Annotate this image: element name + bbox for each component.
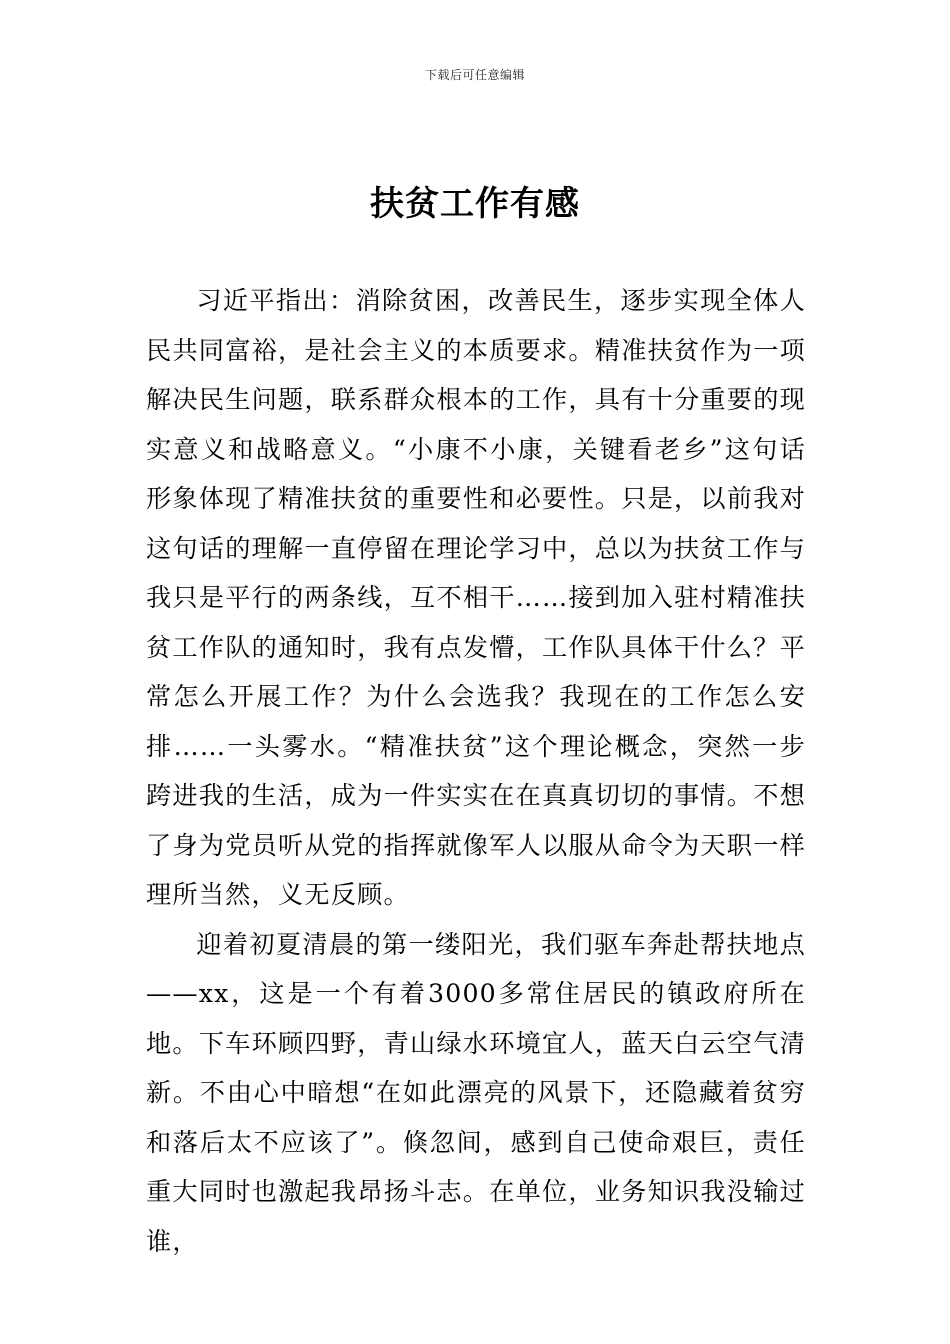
paragraph: 迎着初夏清晨的第一缕阳光，我们驱车奔赴帮扶地点——xx，这是一个有着3000多常住居民的镇政府所在地。下车环顾四野，青山绿水环境宜人，蓝天白云空气清新。不由心中暗想“在如此漂亮的风景下，还隐藏着贫穷和落后太不应该了”。倏忽间，感到自己使命艰巨，责任重大同时也激起我昂扬斗志。在单位，业务知识我没输过谁，: [146, 929, 806, 1256]
paragraph: 习近平指出：消除贫困，改善民生，逐步实现全体人民共同富裕，是社会主义的本质要求。精准扶贫作为一项解决民生问题，联系群众根本的工作，具有十分重要的现实意义和战略意义。“小康不小康，关键看老乡”这句话形象体现了精准扶贫的重要性和必要性。只是，以前我对这句话的理解一直停留在理论学习中，总以为扶贫工作与我只是平行的两条线，互不相干……接到加入驻村精准扶贫工作队的通知时，我有点发懵，工作队具体干什么？平常怎么开展工作？为什么会选我？我现在的工作怎么安排……一头雾水。“精准扶贫”这个理论概念，突然一步跨进我的生活，成为一件实实在在真真切切的事情。不想了身为党员听从党的指挥就像军人以服从命令为天职一样理所当然，义无反顾。: [146, 286, 806, 909]
document-title: 扶贫工作有感: [370, 184, 580, 224]
page-header: 下载后可任意编辑: [424, 68, 525, 82]
document-body: [146, 276, 806, 1266]
